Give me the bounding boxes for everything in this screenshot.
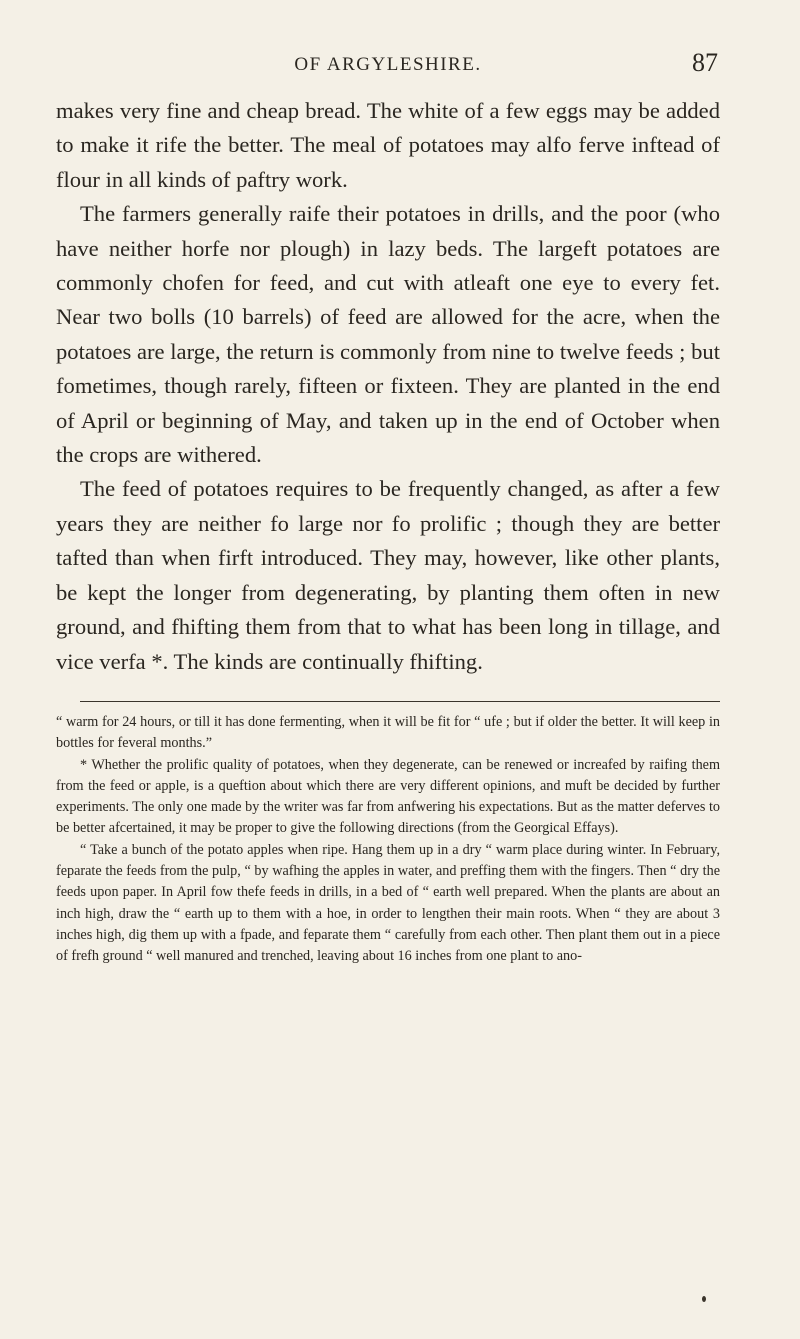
running-title: OF ARGYLESHIRE. — [294, 54, 482, 75]
footnote: * Whether the prolific quality of potatoes, when they degenerate, can be renewed or increafed by raifing them from the feed or apple, is a queftion about which there are very different opinions, and muft be decided by further experiments. The only one made by the writer was far from anfwering his expectations. But as the matter deferves to be better afcertained, it may be proper to give the following directions (from the Georgical Effays). — [56, 756, 720, 837]
paragraph: The farmers generally raife their potatoes in drills, and the poor (who have neither horfe nor plough) in lazy beds. The largeft potatoes are commonly chofen for feed, and cut with atleaft one eye to every fet. Near two bolls (10 barrels) of feed are allowed for the acre, when the potatoes are large, the return is commonly from nine to twelve feeds ; but fometimes, though rarely, fifteen or fixteen. They are planted in the end of April or beginning of May, and taken up in the end of October when the crops are withered. — [56, 201, 720, 468]
footnotes — [56, 712, 720, 968]
footnote: “ warm for 24 hours, or till it has done fermenting, when it will be fit for “ ufe ; but if older the better. It will keep in bottles for feveral months.” — [56, 713, 720, 752]
running-head — [56, 48, 720, 82]
ink-fleck — [702, 1296, 706, 1302]
footnote: “ Take a bunch of the potato apples when ripe. Hang them up in a dry “ warm place during winter. In February, feparate the feeds from the pulp, “ by wafhing the apples in water, and preffing them with the fingers. Then “ dry the feeds upon paper. In April fow thefe feeds in drills, in a bed of “ earth well prepared. When the plants are about an inch high, draw the “ earth up to them with a hoe, in order to lengthen their main roots. When “ they are about 3 inches high, dig them up with a fpade, and feparate them “ carefully from each other. Then plant them out in a piece of frefh ground “ well manured and trenched, leaving about 16 inches from one plant to ano- — [56, 841, 720, 965]
paragraph: The feed of potatoes requires to be frequently changed, as after a few years they are neither fo large nor fo prolific ; though they are better tafted than when firft introduced. They may, however, like other plants, be kept the longer from degenerating, by planting them often in new ground, and fhifting them from that to what has been long in tillage, and vice verfa *. The kinds are continually fhifting. — [56, 476, 720, 674]
body-text — [56, 94, 720, 679]
page-number: 87 — [692, 48, 718, 77]
paragraph: makes very fine and cheap bread. The white of a few eggs may be added to make it rife the better. The meal of potatoes may alfo ferve inftead of flour in all kinds of paftry work. — [56, 98, 720, 192]
footnote-rule — [80, 701, 720, 702]
